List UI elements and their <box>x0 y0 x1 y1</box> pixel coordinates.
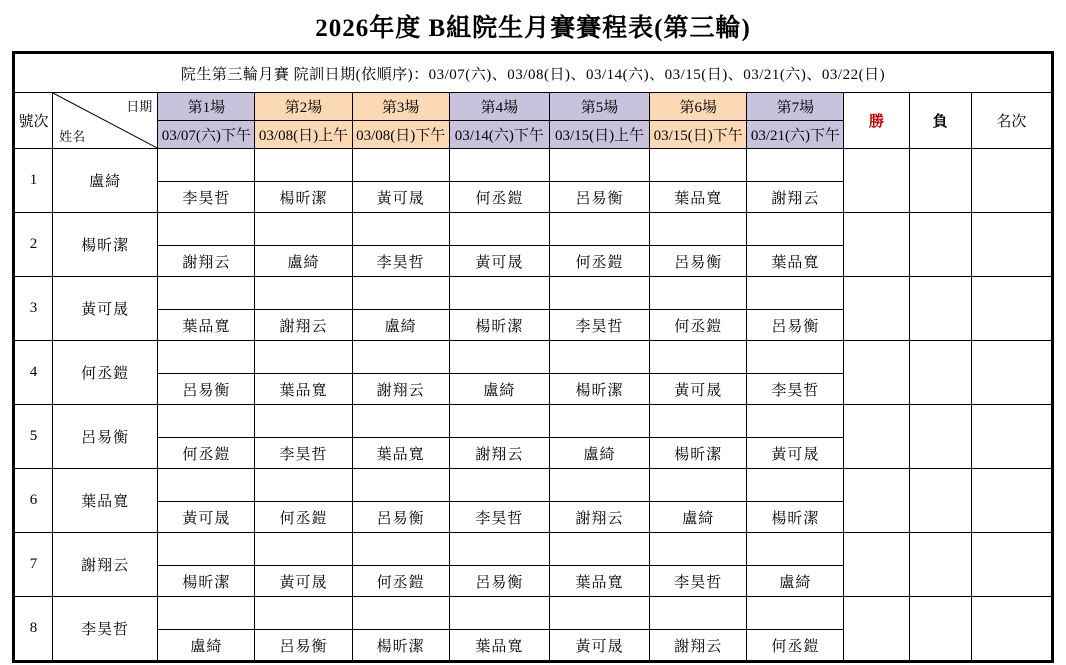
win-header: 勝 <box>844 93 909 149</box>
row-slot-blank[interactable] <box>747 405 844 438</box>
row-index: 1 <box>15 149 53 213</box>
name-date-corner-header <box>53 93 158 149</box>
row-lose-count[interactable] <box>909 469 971 533</box>
schedule-body <box>15 54 1052 661</box>
row-rank[interactable] <box>971 405 1051 469</box>
opponent-cell: 何丞鎧 <box>449 182 549 213</box>
row-slot-blank[interactable] <box>747 341 844 374</box>
row-slot-blank[interactable] <box>449 405 549 438</box>
row-index: 2 <box>15 213 53 277</box>
corner-date-label: 日期 <box>126 99 153 114</box>
round-6-venue: 第6場 <box>650 93 747 121</box>
opponent-cell: 呂易衡 <box>650 246 747 277</box>
opponent-cell: 盧綺 <box>449 374 549 405</box>
opponent-cell: 葉品寬 <box>549 566 649 597</box>
row-slot-blank[interactable] <box>650 405 747 438</box>
opponent-cell: 謝翔云 <box>158 246 255 277</box>
opponent-cell: 呂易衡 <box>255 630 352 661</box>
round-2-date: 03/08(日)上午 <box>255 121 352 149</box>
opponent-cell: 盧綺 <box>747 566 844 597</box>
row-slot-blank[interactable] <box>449 597 549 630</box>
opponent-cell: 謝翔云 <box>352 374 449 405</box>
row-slot-blank[interactable] <box>255 597 352 630</box>
lose-header: 負 <box>909 93 971 149</box>
row-slot-blank[interactable] <box>158 213 255 246</box>
row-slot-blank[interactable] <box>549 213 649 246</box>
row-index: 5 <box>15 405 53 469</box>
round-3-venue: 第3場 <box>352 93 449 121</box>
opponent-cell: 李昊哲 <box>449 502 549 533</box>
row-slot-blank[interactable] <box>747 469 844 502</box>
opponent-cell: 何丞鎧 <box>158 438 255 469</box>
row-slot-blank[interactable] <box>158 469 255 502</box>
row-slot-blank[interactable] <box>352 405 449 438</box>
row-slot-blank[interactable] <box>352 469 449 502</box>
row-slot-blank[interactable] <box>255 405 352 438</box>
row-slot-blank[interactable] <box>747 213 844 246</box>
row-lose-count[interactable] <box>909 405 971 469</box>
row-win-count[interactable] <box>844 405 909 469</box>
row-win-count[interactable] <box>844 597 909 661</box>
opponent-cell: 呂易衡 <box>352 502 449 533</box>
opponent-cell: 何丞鎧 <box>549 246 649 277</box>
row-lose-count[interactable] <box>909 213 971 277</box>
opponent-cell: 黃可晟 <box>549 630 649 661</box>
row-rank[interactable] <box>971 277 1051 341</box>
opponent-cell: 李昊哲 <box>747 374 844 405</box>
row-slot-blank[interactable] <box>352 533 449 566</box>
opponent-cell: 謝翔云 <box>449 438 549 469</box>
opponent-cell: 李昊哲 <box>158 182 255 213</box>
opponent-cell: 呂易衡 <box>747 310 844 341</box>
opponent-cell: 李昊哲 <box>549 310 649 341</box>
opponent-cell: 楊昕潔 <box>449 310 549 341</box>
row-slot-blank[interactable] <box>650 213 747 246</box>
opponent-cell: 何丞鎧 <box>747 630 844 661</box>
subtitle-row <box>15 54 1052 93</box>
row-slot-blank[interactable] <box>158 405 255 438</box>
opponent-cell: 盧綺 <box>352 310 449 341</box>
round-4-venue: 第4場 <box>449 93 549 121</box>
row-slot-blank[interactable] <box>650 469 747 502</box>
opponent-cell: 盧綺 <box>549 438 649 469</box>
table-row <box>15 533 1052 566</box>
round-7-venue: 第7場 <box>747 93 844 121</box>
row-win-count[interactable] <box>844 149 909 213</box>
opponent-cell: 李昊哲 <box>650 566 747 597</box>
row-slot-blank[interactable] <box>158 597 255 630</box>
round-4-date: 03/14(六)下午 <box>449 121 549 149</box>
row-player-name: 葉品寬 <box>53 469 158 533</box>
row-rank[interactable] <box>971 341 1051 405</box>
page-title: 2026年度 B組院生月賽賽程表(第三輪) <box>315 15 751 42</box>
row-slot-blank[interactable] <box>158 341 255 374</box>
opponent-cell: 葉品寬 <box>352 438 449 469</box>
row-slot-blank[interactable] <box>747 277 844 310</box>
row-slot-blank[interactable] <box>549 341 649 374</box>
rank-header: 名次 <box>971 93 1051 149</box>
row-slot-blank[interactable] <box>650 277 747 310</box>
row-slot-blank[interactable] <box>158 533 255 566</box>
row-slot-blank[interactable] <box>158 277 255 310</box>
opponent-cell: 盧綺 <box>650 502 747 533</box>
opponent-cell: 楊昕潔 <box>255 182 352 213</box>
row-lose-count[interactable] <box>909 341 971 405</box>
round-1-venue: 第1場 <box>158 93 255 121</box>
row-slot-blank[interactable] <box>352 149 449 182</box>
opponent-cell: 葉品寬 <box>158 310 255 341</box>
row-slot-blank[interactable] <box>747 597 844 630</box>
table-row <box>15 597 1052 630</box>
opponent-cell: 盧綺 <box>158 630 255 661</box>
row-index: 6 <box>15 469 53 533</box>
round-5-venue: 第5場 <box>549 93 649 121</box>
row-player-name: 何丞鎧 <box>53 341 158 405</box>
opponent-cell: 黃可晟 <box>352 182 449 213</box>
row-slot-blank[interactable] <box>650 533 747 566</box>
opponent-cell: 謝翔云 <box>650 630 747 661</box>
opponent-cell: 楊昕潔 <box>747 502 844 533</box>
row-slot-blank[interactable] <box>352 341 449 374</box>
row-lose-count[interactable] <box>909 277 971 341</box>
row-slot-blank[interactable] <box>449 533 549 566</box>
row-rank[interactable] <box>971 213 1051 277</box>
row-player-name: 楊昕潔 <box>53 213 158 277</box>
schedule-table <box>14 53 1052 661</box>
row-rank[interactable] <box>971 533 1051 597</box>
row-slot-blank[interactable] <box>352 277 449 310</box>
row-slot-blank[interactable] <box>255 277 352 310</box>
row-slot-blank[interactable] <box>449 469 549 502</box>
index-header: 號次 <box>15 93 53 149</box>
row-player-name: 盧綺 <box>53 149 158 213</box>
row-slot-blank[interactable] <box>449 149 549 182</box>
row-slot-blank[interactable] <box>549 597 649 630</box>
row-slot-blank[interactable] <box>352 213 449 246</box>
row-win-count[interactable] <box>844 469 909 533</box>
row-slot-blank[interactable] <box>449 341 549 374</box>
opponent-cell: 李昊哲 <box>352 246 449 277</box>
opponent-cell: 楊昕潔 <box>650 438 747 469</box>
row-slot-blank[interactable] <box>650 149 747 182</box>
table-row <box>15 341 1052 374</box>
opponent-cell: 黃可晟 <box>255 566 352 597</box>
row-index: 7 <box>15 533 53 597</box>
table-row <box>15 213 1052 246</box>
corner-name-label: 姓名 <box>59 129 86 144</box>
round-1-date: 03/07(六)下午 <box>158 121 255 149</box>
row-slot-blank[interactable] <box>549 469 649 502</box>
opponent-cell: 葉品寬 <box>650 182 747 213</box>
subtitle-text: 院生第三輪月賽 院訓日期(依順序)：03/07(六)、03/08(日)、03/14(六)、03/15(日)、03/21(六)、03/22(日) <box>15 54 1052 93</box>
row-player-name: 李昊哲 <box>53 597 158 661</box>
opponent-cell: 何丞鎧 <box>255 502 352 533</box>
row-slot-blank[interactable] <box>549 405 649 438</box>
row-slot-blank[interactable] <box>352 597 449 630</box>
row-lose-count[interactable] <box>909 597 971 661</box>
round-2-venue: 第2場 <box>255 93 352 121</box>
row-win-count[interactable] <box>844 277 909 341</box>
table-row <box>15 149 1052 182</box>
row-slot-blank[interactable] <box>158 149 255 182</box>
row-slot-blank[interactable] <box>650 597 747 630</box>
row-lose-count[interactable] <box>909 149 971 213</box>
row-player-name: 黃可晟 <box>53 277 158 341</box>
row-slot-blank[interactable] <box>255 213 352 246</box>
row-slot-blank[interactable] <box>449 277 549 310</box>
table-row <box>15 469 1052 502</box>
row-rank[interactable] <box>971 149 1051 213</box>
row-slot-blank[interactable] <box>549 277 649 310</box>
row-slot-blank[interactable] <box>549 533 649 566</box>
round-5-date: 03/15(日)上午 <box>549 121 649 149</box>
opponent-cell: 何丞鎧 <box>650 310 747 341</box>
row-rank[interactable] <box>971 597 1051 661</box>
row-slot-blank[interactable] <box>650 341 747 374</box>
table-row <box>15 405 1052 438</box>
round-3-date: 03/08(日)下午 <box>352 121 449 149</box>
opponent-cell: 黃可晟 <box>158 502 255 533</box>
opponent-cell: 葉品寬 <box>747 246 844 277</box>
table-row <box>15 277 1052 310</box>
opponent-cell: 李昊哲 <box>255 438 352 469</box>
row-slot-blank[interactable] <box>255 341 352 374</box>
opponent-cell: 呂易衡 <box>549 182 649 213</box>
row-slot-blank[interactable] <box>255 533 352 566</box>
opponent-cell: 呂易衡 <box>158 374 255 405</box>
row-win-count[interactable] <box>844 341 909 405</box>
row-player-name: 呂易衡 <box>53 405 158 469</box>
opponent-cell: 楊昕潔 <box>352 630 449 661</box>
opponent-cell: 黃可晟 <box>449 246 549 277</box>
opponent-cell: 黃可晟 <box>747 438 844 469</box>
row-win-count[interactable] <box>844 213 909 277</box>
row-slot-blank[interactable] <box>549 149 649 182</box>
opponent-cell: 葉品寬 <box>449 630 549 661</box>
opponent-cell: 謝翔云 <box>747 182 844 213</box>
opponent-cell: 楊昕潔 <box>158 566 255 597</box>
header-venue-row <box>15 93 1052 121</box>
opponent-cell: 葉品寬 <box>255 374 352 405</box>
row-slot-blank[interactable] <box>747 149 844 182</box>
row-index: 4 <box>15 341 53 405</box>
opponent-cell: 謝翔云 <box>255 310 352 341</box>
schedule-table-container <box>12 51 1054 663</box>
row-index: 3 <box>15 277 53 341</box>
row-slot-blank[interactable] <box>747 533 844 566</box>
opponent-cell: 何丞鎧 <box>352 566 449 597</box>
opponent-cell: 呂易衡 <box>449 566 549 597</box>
round-7-date: 03/21(六)下午 <box>747 121 844 149</box>
opponent-cell: 盧綺 <box>255 246 352 277</box>
row-rank[interactable] <box>971 469 1051 533</box>
row-slot-blank[interactable] <box>449 213 549 246</box>
row-player-name: 謝翔云 <box>53 533 158 597</box>
row-win-count[interactable] <box>844 533 909 597</box>
round-6-date: 03/15(日)下午 <box>650 121 747 149</box>
row-slot-blank[interactable] <box>255 469 352 502</box>
row-index: 8 <box>15 597 53 661</box>
opponent-cell: 楊昕潔 <box>549 374 649 405</box>
row-slot-blank[interactable] <box>255 149 352 182</box>
opponent-cell: 黃可晟 <box>650 374 747 405</box>
row-lose-count[interactable] <box>909 533 971 597</box>
opponent-cell: 謝翔云 <box>549 502 649 533</box>
